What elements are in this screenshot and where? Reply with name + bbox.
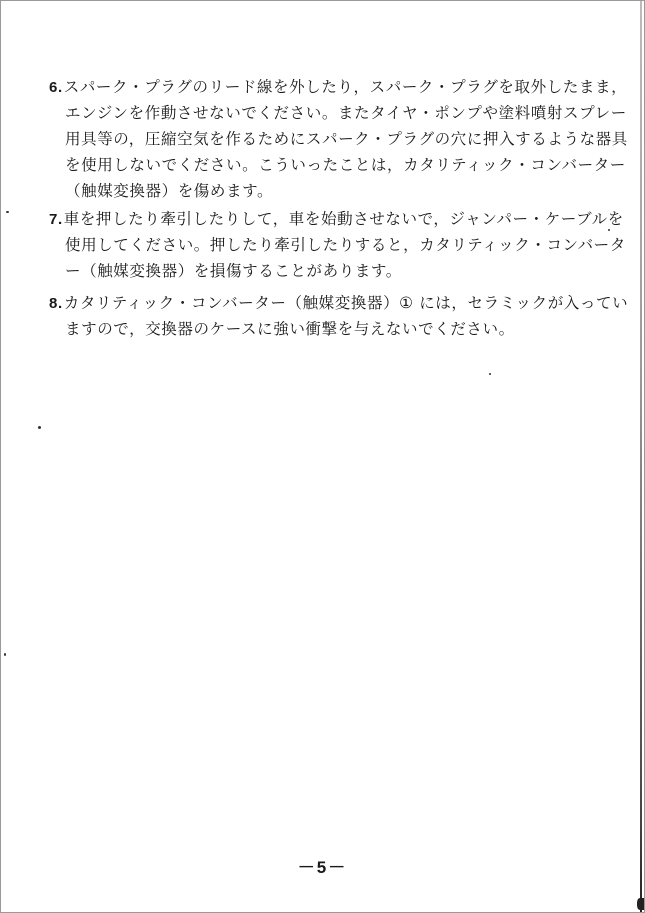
item-line: 用具等の，圧縮空気を作るためにスパーク・プラグの穴に押入するような器具 [65,130,628,148]
item-line: （触媒変換器）を傷めます。 [65,182,274,200]
item-line: 使用してください。押したり牽引したりすると，カタリティック・コンバータ [65,236,626,254]
item-number: 6. [49,79,63,96]
item-text: カタリティック・コンバーター（触媒変換器）① には，セラミックが入ってい [63,294,629,312]
scan-edge-shadow [640,1,642,913]
item-line: ますので，交換器のケースに強い衝撃を与えないでください。 [65,320,515,338]
item-text: 車を押したり牽引したりして，車を始動させないで，ジャンパー・ケーブルを [63,210,624,228]
scan-speck [608,229,610,231]
item-number: 8. [49,295,63,312]
scan-speck [4,653,6,656]
page-number: －5－ [297,858,348,877]
scan-speck [38,426,41,429]
item-number: 7. [49,211,63,228]
item-line [49,75,627,100]
item-text: スパーク・プラグのリード線を外したり，スパーク・プラグを取外したまま， [63,78,628,96]
item-line [49,291,628,316]
item-line: ー（触媒変換器）を損傷することがあります。 [65,262,402,280]
scan-speck [489,373,491,375]
scan-corner-mark [637,898,644,910]
item-line: を使用しないでください。こういったことは，カタリティック・コンバーター [65,156,626,174]
item-line [49,207,624,232]
item-line: エンジンを作動させないでください。またタイヤ・ポンプや塗料噴射スプレー [65,104,627,122]
scan-speck [6,211,9,213]
